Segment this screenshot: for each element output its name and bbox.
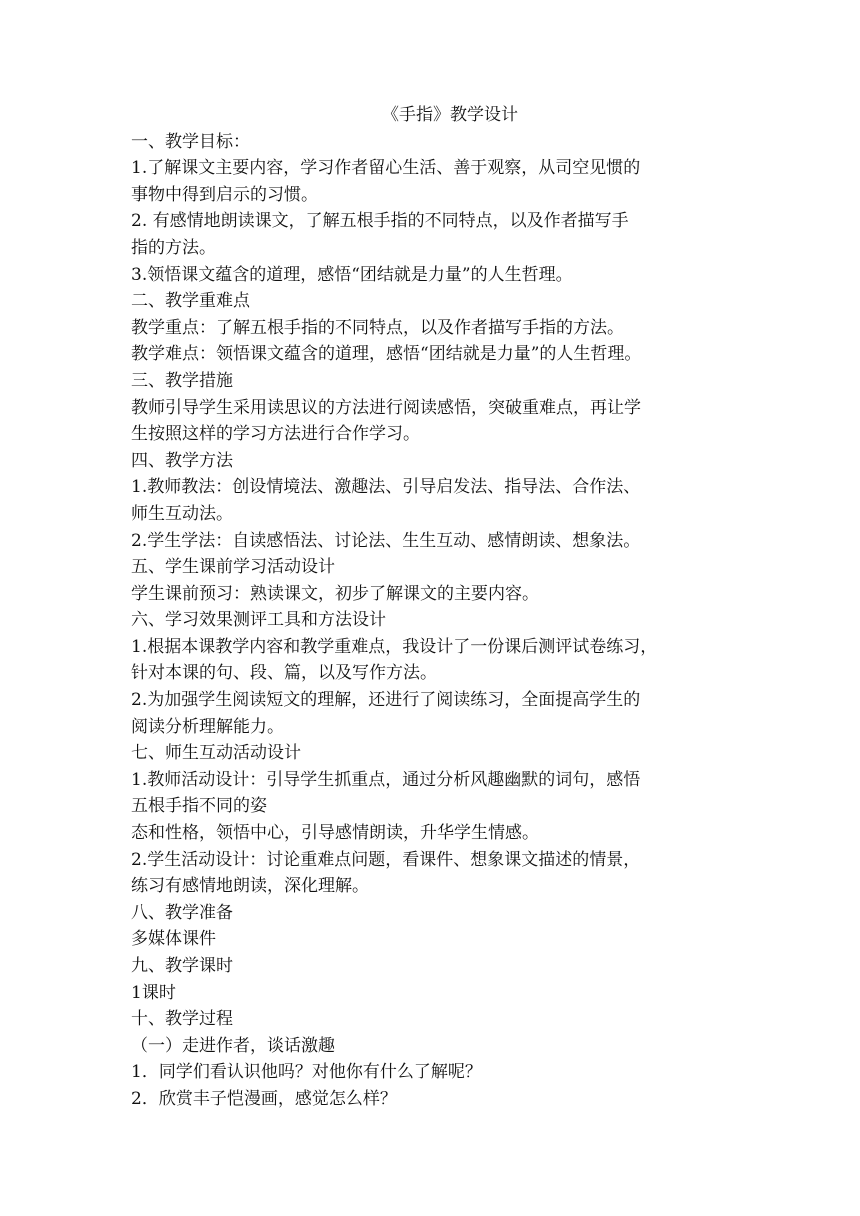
- section-heading-interaction: 七、师生互动活动设计: [131, 743, 301, 764]
- section-heading-pre-class: 五、学生课前学习活动设计: [131, 557, 335, 578]
- text-line: 事物中得到启示的习惯。: [131, 184, 318, 205]
- text-line: 1.教师活动设计：引导学生抓重点，通过分析风趣幽默的词句，感悟: [131, 769, 641, 790]
- text-line: 2.为加强学生阅读短文的理解，还进行了阅读练习，全面提高学生的: [131, 690, 641, 711]
- text-line: 态和性格，领悟中心，引导感情朗读，升华学生情感。: [131, 823, 539, 844]
- text-line: 多媒体课件: [131, 929, 216, 950]
- text-line: 教师引导学生采用读思议的方法进行阅读感悟，突破重难点，再让学: [131, 397, 641, 418]
- section-heading-class-hours: 九、教学课时: [131, 956, 233, 976]
- text-line: 2．欣赏丰子恺漫画，感觉怎么样？: [131, 1088, 397, 1109]
- section-heading-measures: 三、教学措施: [131, 370, 233, 391]
- text-line: 教学难点：领悟课文蕴含的道理，感悟“团结就是力量”的人生哲理。: [131, 344, 642, 365]
- section-heading-methods: 四、教学方法: [131, 450, 233, 471]
- text-line: 2.学生活动设计：讨论重难点问题，看课件、想象课文描述的情景，: [131, 849, 641, 870]
- section-heading-process: 十、教学过程: [131, 1009, 233, 1030]
- text-line: 1.了解课文主要内容，学习作者留心生活、善于观察，从司空见惯的: [131, 158, 641, 179]
- section-heading-key-points: 二、教学重难点: [131, 291, 250, 312]
- section-heading-objectives: 一、教学目标：: [131, 131, 250, 152]
- text-line: 指的方法。: [131, 237, 216, 258]
- text-line: 2.学生学法：自读感悟法、讨论法、生生互动、感情朗读、想象法。: [131, 530, 641, 551]
- text-line: 1课时: [131, 982, 176, 1003]
- text-line: 3.领悟课文蕴含的道理，感悟“团结就是力量”的人生哲理。: [131, 264, 573, 285]
- text-line: 1．同学们看认识他吗？对他你有什么了解呢？: [131, 1062, 482, 1083]
- text-line: 阅读分析理解能力。: [131, 716, 284, 737]
- text-line: 学生课前预习：熟读课文，初步了解课文的主要内容。: [131, 583, 539, 604]
- text-line: 1.根据本课教学内容和教学重难点，我设计了一份课后测评试卷练习，: [131, 636, 658, 657]
- document-title: 《手指》教学设计: [382, 105, 518, 125]
- text-line: 针对本课的句、段、篇，以及写作方法。: [131, 663, 437, 684]
- text-line: 教学重点：了解五根手指的不同特点，以及作者描写手指的方法。: [131, 317, 624, 338]
- text-line: 生按照这样的学习方法进行合作学习。: [131, 424, 420, 445]
- subsection-heading: （一）走进作者，谈话激趣: [131, 1035, 335, 1056]
- text-line: 2. 有感情地朗读课文，了解五根手指的不同特点，以及作者描写手: [131, 211, 629, 232]
- text-line: 练习有感情地朗读，深化理解。: [131, 876, 369, 897]
- text-line: 1.教师教法：创设情境法、激趣法、引导启发法、指导法、合作法、: [131, 477, 641, 498]
- section-heading-preparation: 八、教学准备: [131, 902, 233, 923]
- document-body: [131, 102, 731, 1113]
- section-heading-assessment: 六、学习效果测评工具和方法设计: [131, 610, 386, 631]
- text-line: 师生互动法。: [131, 503, 233, 524]
- text-line: 五根手指不同的姿: [131, 796, 267, 817]
